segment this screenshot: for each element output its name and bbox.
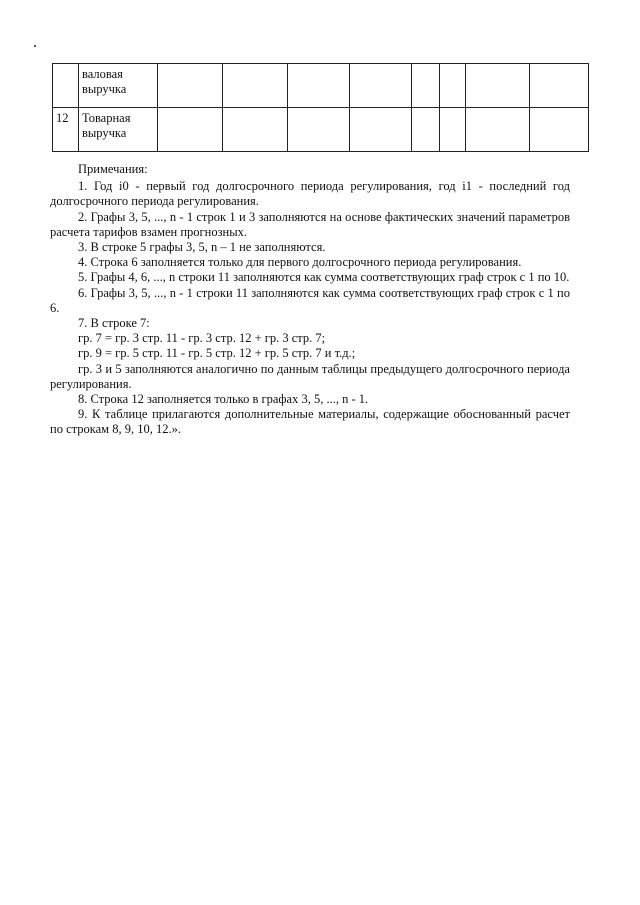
table-cell (158, 108, 223, 152)
table-cell (440, 64, 466, 108)
table-row (53, 64, 589, 108)
table-row (53, 108, 589, 152)
scan-speck (34, 45, 36, 47)
note-item: 1. Год i0 - первый год долгосрочного периода регулирования, год i1 - последний год долгосрочного периода регулирования. (50, 179, 570, 209)
note-item: 7. В строке 7: (78, 316, 150, 331)
table-cell (412, 64, 440, 108)
table-cell (530, 64, 589, 108)
note-item: 5. Графы 4, 6, ..., n строки 11 заполняются как сумма соответствующих граф строк с 1 по 10. (78, 270, 570, 285)
table-cell (350, 108, 412, 152)
table-cell (158, 64, 223, 108)
note-item: 4. Строка 6 заполняется только для первого долгосрочного периода регулирования. (78, 255, 522, 270)
notes-section (50, 162, 570, 438)
note-item: 2. Графы 3, 5, ..., n - 1 строк 1 и 3 заполняются на основе фактических значений параметров расчета тарифов взамен прогнозных. (50, 209, 570, 239)
table-cell (466, 64, 530, 108)
note-item: 9. К таблице прилагаются дополнительные материалы, содержащие обоснованный расчет по строкам 8, 9, 10, 12.». (50, 407, 570, 437)
table-cell (223, 64, 288, 108)
note-item: гр. 9 = гр. 5 стр. 11 - гр. 5 стр. 12 + гр. 5 стр. 7 и т.д.; (78, 346, 356, 361)
note-item: гр. 3 и 5 заполняются аналогично по данным таблицы предыдущего долгосрочного периода регулирования. (50, 361, 570, 391)
note-item: гр. 7 = гр. 3 стр. 11 - гр. 3 стр. 12 + гр. 3 стр. 7; (78, 331, 326, 346)
table-cell (223, 108, 288, 152)
revenue-table (52, 63, 589, 152)
table-cell (440, 108, 466, 152)
table-cell (412, 108, 440, 152)
notes-heading: Примечания: (78, 162, 148, 176)
row-number (53, 64, 79, 108)
table-cell (466, 108, 530, 152)
table-cell (530, 108, 589, 152)
note-item: 8. Строка 12 заполняется только в графах 3, 5, ..., n - 1. (78, 392, 369, 407)
row-number: 12 (53, 108, 79, 152)
table-cell (288, 64, 350, 108)
note-item: 3. В строке 5 графы 3, 5, n – 1 не заполняются. (78, 240, 326, 255)
table-cell (288, 108, 350, 152)
row-label: валовая выручка (79, 64, 158, 108)
row-label: Товарная выручка (79, 108, 158, 152)
note-item: 6. Графы 3, 5, ..., n - 1 строки 11 заполняются как сумма соответствующих граф строк с 1 по 6. (50, 285, 570, 315)
table-cell (350, 64, 412, 108)
